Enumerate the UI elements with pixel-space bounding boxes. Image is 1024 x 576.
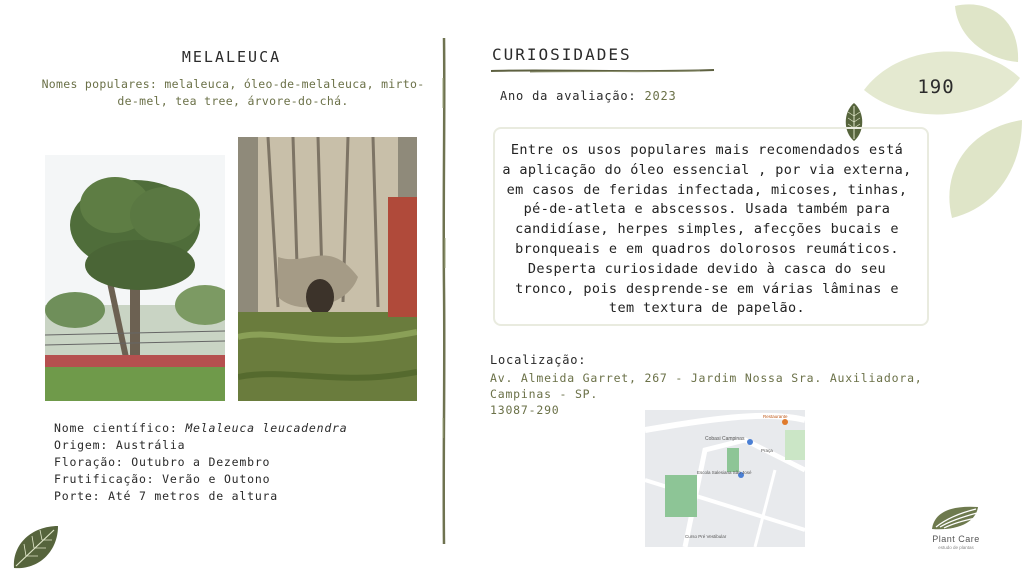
location-label: Localização: xyxy=(490,353,587,367)
map-label-course: Curso Pré Vestibular xyxy=(685,534,727,539)
detail-fruiting: Frutificação: Verão e Outono xyxy=(54,472,271,486)
tree-photo xyxy=(45,155,225,401)
page-number-badge: 190 xyxy=(917,76,955,98)
map-label-school: Escola Salesiana São José xyxy=(697,470,752,475)
map-label-cobasi: Cobasi Campinas xyxy=(705,436,745,442)
title-underline xyxy=(490,68,715,74)
location-map xyxy=(645,410,805,547)
vertical-divider xyxy=(441,38,447,544)
section-title: CURIOSIDADES xyxy=(492,45,632,64)
logo-name: Plant Care xyxy=(932,534,980,544)
detail-origin: Origem: Austrália xyxy=(54,438,186,452)
detail-size: Porte: Até 7 metros de altura xyxy=(54,489,278,503)
plant-title: MELALEUCA xyxy=(181,48,282,66)
curiosity-text: Entre os usos populares mais recomendados está a aplicação do óleo essencial , por via externa, em casos de feridas infectada, micoses, tinhas, pé-de-atleta e abscessos. Usada também para candidíase, herpes simples, afecções bucais e bronqueais e em quadros dolorosos reumáticos. Desperta curiosidade devido à casca do seu tronco, pois desprende-se em várias lâminas e tem textura de papelão. xyxy=(502,142,912,317)
map-label-square: Praça xyxy=(761,448,773,453)
detail-flowering: Floração: Outubro a Dezembro xyxy=(54,455,271,469)
plant-care-logo-icon xyxy=(930,503,982,533)
bark-photo xyxy=(238,137,417,401)
popular-names-label: Nomes populares: xyxy=(41,77,158,91)
popular-names-value: melaleuca, óleo-de-melaleuca, mirto-de-mel, tea tree, árvore-do-chá. xyxy=(117,77,425,108)
map-pin-icon xyxy=(747,439,753,445)
logo-tagline: estudo de plantas xyxy=(938,545,974,550)
evaluation-year: Ano da avaliação: 2023 xyxy=(500,89,677,103)
location-address: Av. Almeida Garret, 267 - Jardim Nossa Sra. Auxiliadora, Campinas - SP. 13087-290 xyxy=(490,371,923,417)
map-label-restaurant: Restaurante xyxy=(763,414,788,419)
leaf-icon-bottom-left xyxy=(10,522,60,572)
plant-details xyxy=(54,420,348,505)
popular-names xyxy=(34,76,432,110)
detail-scientific-name: Nome científico: Melaleuca leucadendra xyxy=(54,421,348,435)
leaf-bottom xyxy=(949,120,1022,218)
